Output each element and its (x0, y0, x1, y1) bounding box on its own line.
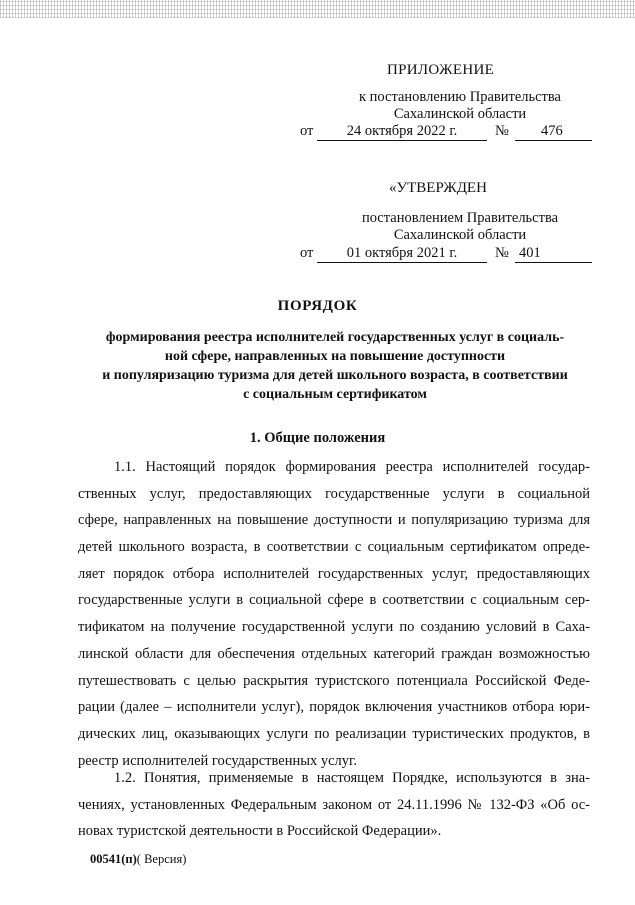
paragraph-line: 1.2. Понятия, применяемые в настоящем Порядке, используются в зна- (114, 770, 590, 786)
approved-number: 401 (519, 245, 541, 261)
subtitle-line: ной сфере, направленных на повышение доступности (164, 349, 506, 364)
document-subtitle (70, 328, 600, 404)
paragraph-1-2 (78, 765, 590, 845)
subtitle-line: и популяризацию туризма для детей школьного возраста, в соответствии (102, 368, 568, 383)
document-title: ПОРЯДОК (277, 298, 358, 314)
approved-number-field (515, 245, 592, 263)
annex-number: 476 (541, 123, 563, 139)
paragraph-line: новах туристской деятельности в Российской Федерации». (78, 823, 442, 840)
annex-line-1: к постановлению Правительства (359, 89, 561, 105)
paragraph-line: чениях, установленных Федеральным законом от 24.11.1996 № 132-ФЗ «Об ос- (78, 796, 590, 813)
footer-version (90, 852, 186, 867)
annex-registration-row (300, 123, 592, 143)
paragraph-line: ственных услуг, предоставляющих государственные услуги в социальной (78, 485, 590, 502)
paragraph-line: детей школьного возраста, в соответствии с социальным сертификатом опреде- (78, 539, 590, 556)
approved-title: «УТВЕРЖДЕН (389, 180, 487, 196)
annex-date: 24 октября 2022 г. (317, 123, 487, 141)
subtitle-line: с социальным сертификатом (243, 387, 427, 402)
approved-registration-row (300, 245, 592, 265)
annex-number-label: № (495, 123, 509, 139)
paragraph-line: ляет порядок отбора исполнителей государственных услуг, предоставляющих (78, 565, 590, 582)
approved-date: 01 октября 2021 г. (317, 245, 487, 263)
section-title: 1. Общие положения (249, 430, 386, 446)
footer-version-text: ( Версия) (136, 852, 187, 866)
paragraph-line: реестр исполнителей государственных услуг. (78, 752, 357, 769)
paragraph-line: путешествовать с целью раскрытия туристского потенциала Российской Феде- (78, 672, 590, 689)
subtitle-line: формирования реестра исполнителей государственных услуг в социаль- (105, 330, 565, 345)
annex-line-2: Сахалинской области (393, 106, 527, 122)
approved-line-2: Сахалинской области (393, 227, 527, 243)
paragraph-line: линской области для обеспечения отдельных категорий граждан возможностью (78, 645, 590, 662)
scan-noise (0, 0, 635, 18)
approved-from-label: от (300, 245, 314, 261)
paragraph-line: тификатом на получение государственной услуги по созданию условий в Саха- (78, 619, 590, 636)
annex-from-label: от (300, 123, 314, 139)
paragraph-line: 1.1. Настоящий порядок формирования реестра исполнителей государ- (114, 459, 590, 475)
approved-line-1: постановлением Правительства (361, 210, 559, 226)
footer-code: 00541(п) (90, 852, 137, 866)
paragraph-1-1 (78, 454, 590, 774)
paragraph-line: сфере, направленных на повышение доступности и популяризацию туризма для (78, 512, 590, 529)
annex-title: ПРИЛОЖЕНИЕ (387, 62, 495, 78)
paragraph-line: дических лиц, оказывающих услуги по реализации туристических продуктов, в (78, 725, 590, 742)
approved-number-label: № (495, 245, 509, 261)
paragraph-line: государственные услуги в социальной сфере в соответствии с социальным сер- (78, 592, 590, 609)
paragraph-line: рации (далее – исполнители услуг), порядок включения участников отбора юри- (78, 699, 590, 716)
annex-number-field (515, 123, 592, 141)
